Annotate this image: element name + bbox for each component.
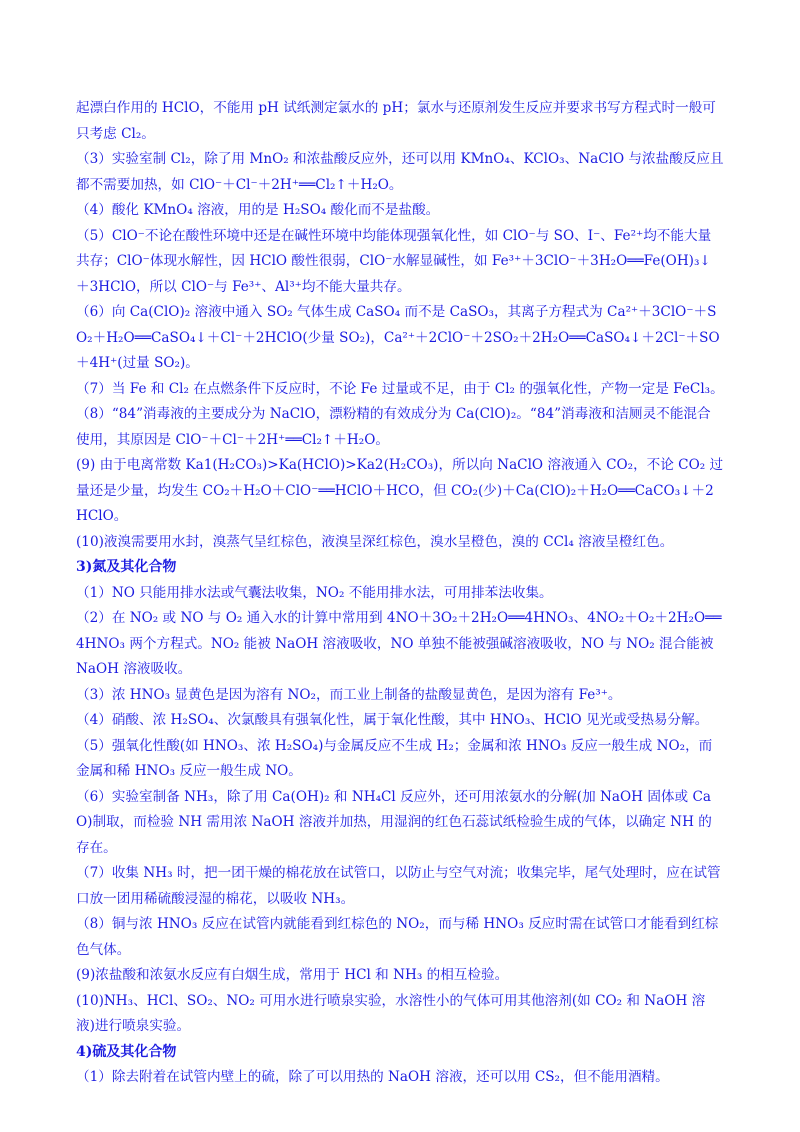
- paragraph-n-9: (9)浓盐酸和浓氨水反应有白烟生成，常用于 HCl 和 NH₃ 的相互检验。: [76, 967, 509, 983]
- paragraph-n-7: （7）收集 NH₃ 时，把一团干燥的棉花放在试管口，以防止与空气对流；收集完毕，尾气处理时，应在试管口放一团用稀硫酸浸湿的棉花，以吸收 NH₃。: [76, 865, 721, 907]
- paragraph-cl-4: （4）酸化 KMnO₄ 溶液，用的是 H₂SO₄ 酸化而不是盐酸。: [76, 202, 440, 218]
- paragraph-n-10: (10)NH₃、HCl、SO₂、NO₂ 可用水进行喷泉实验，水溶性小的气体可用其他溶剂(如 CO₂ 和 NaOH 溶液)进行喷泉实验。: [76, 992, 706, 1034]
- section-heading-sulfur: 4)硫及其化合物: [76, 1043, 177, 1060]
- paragraph-n-4: （4）硝酸、浓 H₂SO₄、次氯酸具有强氧化性，属于氧化性酸，其中 HNO₃、HClO 见光或受热易分解。: [76, 712, 709, 728]
- paragraph-cl-9: (9) 由于电离常数 Ka1(H₂CO₃)>Ka(HClO)>Ka2(H₂CO₃)，所以向 NaClO 溶液通入 CO₂，不论 CO₂ 过量还是少量，均发生 CO₂＋H₂O＋ClO⁻══HClO＋HCO，但 CO₂(少)＋Ca(ClO)₂＋H₂O══CaCO₃↓＋2HClO。: [76, 457, 724, 524]
- paragraph-n-2: （2）在 NO₂ 或 NO 与 O₂ 通入水的计算中常用到 4NO＋3O₂＋2H₂O══4HNO₃、4NO₂＋O₂＋2H₂O══4HNO₃ 两个方程式。NO₂ 能被 NaOH 溶液吸收，NO 单独不能被强碱溶液吸收，NO 与 NO₂ 混合能被 NaOH 溶液吸收。: [76, 610, 722, 677]
- paragraph-n-3: （3）浓 HNO₃ 显黄色是因为溶有 NO₂，而工业上制备的盐酸显黄色，是因为溶有 Fe³⁺。: [76, 686, 622, 703]
- paragraph-cl-7: （7）当 Fe 和 Cl₂ 在点燃条件下反应时，不论 Fe 过量或不足，由于 Cl₂ 的强氧化性，产物一定是 FeCl₃。: [76, 380, 724, 397]
- paragraph-n-8: （8）铜与浓 HNO₃ 反应在试管内就能看到红棕色的 NO₂，而与稀 HNO₃ 反应时需在试管口才能看到红棕色气体。: [76, 916, 719, 958]
- paragraph-cl-10: (10)液溴需要用水封，溴蒸气呈红棕色，液溴呈深红棕色，溴水呈橙色，溴的 CCl₄ 溶液呈橙红色。: [76, 533, 674, 550]
- paragraph-cl-8: （8）“84”消毒液的主要成分为 NaClO，漂粉精的有效成分为 Ca(ClO)₂。“84”消毒液和洁厕灵不能混合使用，其原因是 ClO⁻＋Cl⁻＋2H⁺══Cl₂↑＋H₂O。: [76, 406, 711, 448]
- paragraph-cl-5: （5）ClO⁻不论在酸性环境中还是在碱性环境中均能体现强氧化性，如 ClO⁻与 SO、I⁻、Fe²⁺均不能大量共存；ClO⁻体现水解性，因 HClO 酸性很弱，ClO⁻水解显碱性，如 Fe³⁺＋3ClO⁻＋3H₂O══Fe(OH)₃↓＋3HClO，所以 ClO⁻与 Fe³⁺、Al³⁺均不能大量共存。: [76, 227, 712, 295]
- paragraph-s-1: （1）除去附着在试管内壁上的硫，除了可以用热的 NaOH 溶液，还可以用 CS₂，但不能用酒精。: [76, 1069, 669, 1085]
- paragraph-cl-6: （6）向 Ca(ClO)₂ 溶液中通入 SO₂ 气体生成 CaSO₄ 而不是 CaSO₃，其离子方程式为 Ca²⁺＋3ClO⁻＋SO₂＋H₂O══CaSO₄↓＋Cl⁻＋2HClO(少量 SO₂)，Ca²⁺＋2ClO⁻＋2SO₂＋2H₂O══CaSO₄↓＋2Cl⁻＋SO＋4H⁺(过量 SO₂)。: [76, 304, 720, 371]
- paragraph-n-1: （1）NO 只能用排水法或气囊法收集，NO₂ 不能用排水法，可用排苯法收集。: [76, 584, 553, 601]
- paragraph-cl2-bleach: 起漂白作用的 HClO，不能用 pH 试纸测定氯水的 pH；氯水与还原剂发生反应并要求书写方程式时一般可只考虑 Cl₂。: [76, 100, 716, 142]
- paragraph-n-6: （6）实验室制备 NH₃，除了用 Ca(OH)₂ 和 NH₄Cl 反应外，还可用浓氨水的分解(加 NaOH 固体或 CaO)制取，而检验 NH 需用浓 NaOH 溶液并加热，用湿润的红色石蕊试纸检验生成的气体，以确定 NH 的存在。: [76, 788, 712, 856]
- paragraph-cl-3: （3）实验室制 Cl₂，除了用 MnO₂ 和浓盐酸反应外，还可以用 KMnO₄、KClO₃、NaClO 与浓盐酸反应且都不需要加热，如 ClO⁻＋Cl⁻＋2H⁺══Cl₂↑＋H₂O。: [76, 151, 724, 193]
- section-heading-nitrogen: 3)氮及其化合物: [76, 559, 177, 575]
- paragraph-n-5: （5）强氧化性酸(如 HNO₃、浓 H₂SO₄)与金属反应不生成 H₂；金属和浓 HNO₃ 反应一般生成 NO₂，而金属和稀 HNO₃ 反应一般生成 NO。: [76, 737, 713, 779]
